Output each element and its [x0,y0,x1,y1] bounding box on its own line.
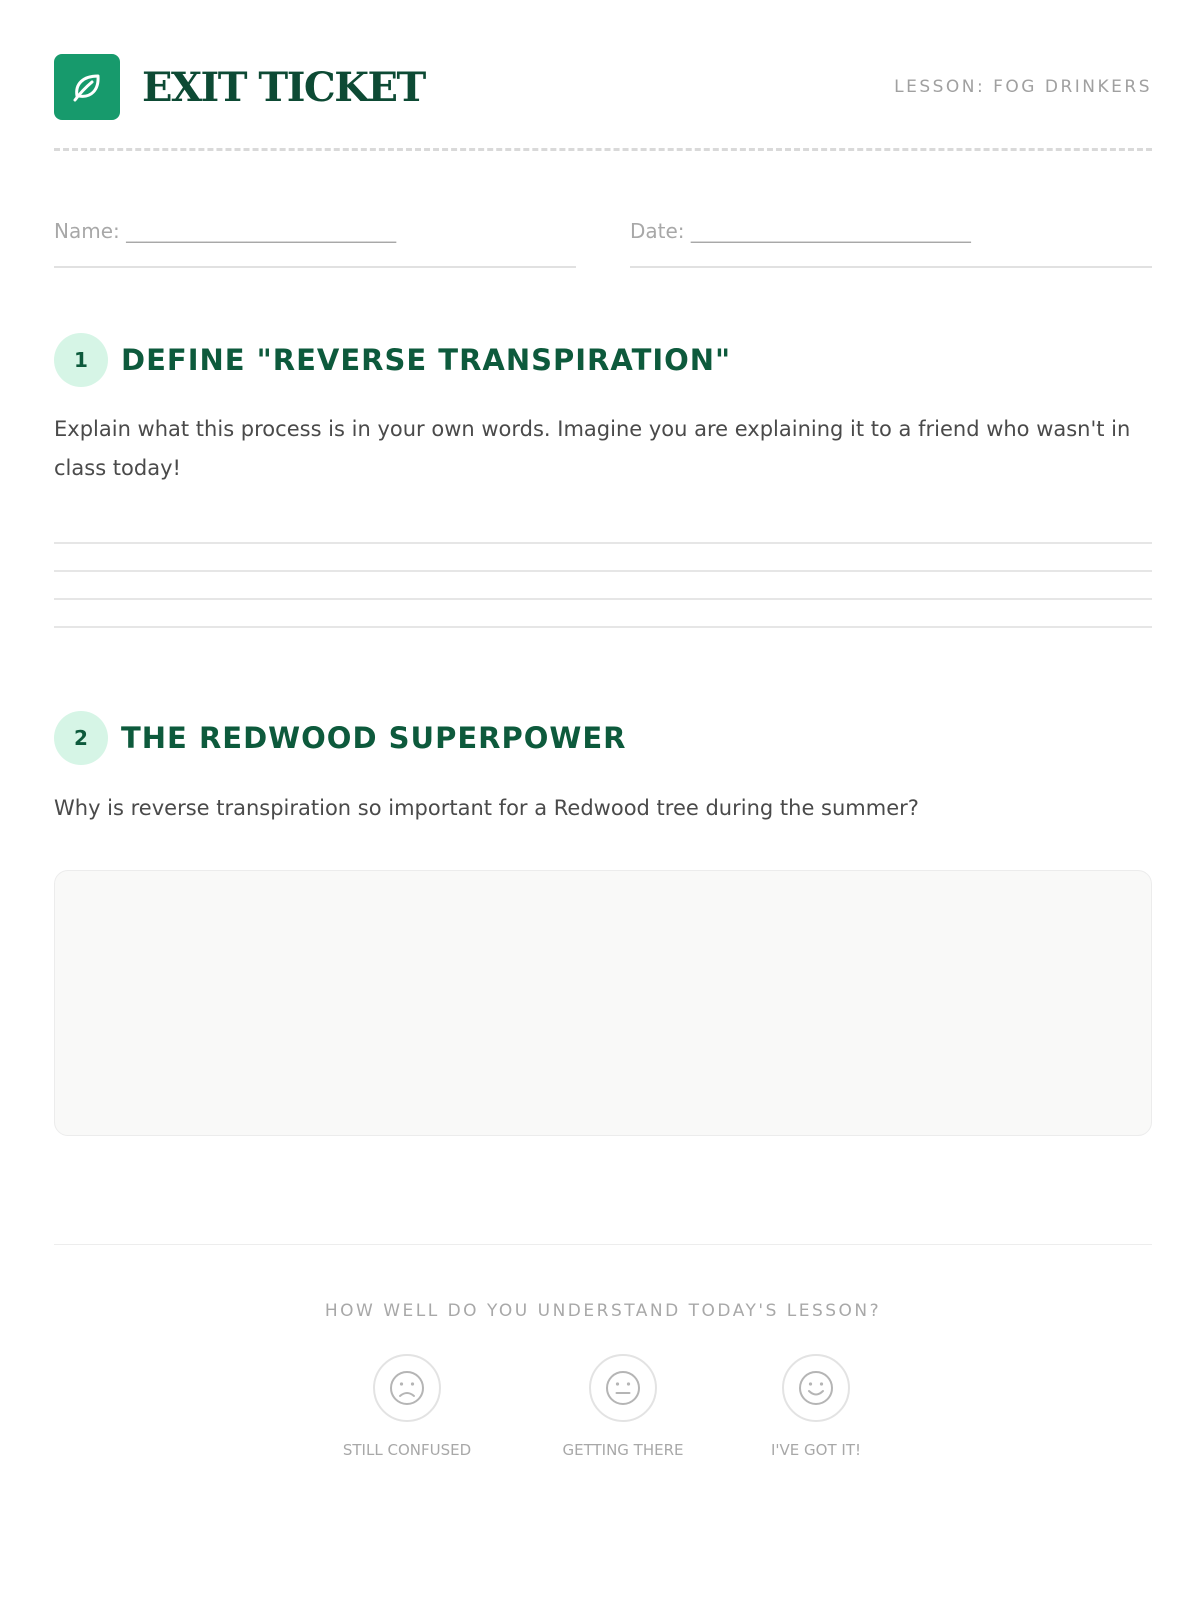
question-2-header [54,711,1152,765]
feedback-label: I'VE GOT IT! [770,1441,861,1459]
question-1-prompt: Explain what this process is in your own words. Imagine you are explaining it to a friend who wasn't in class today! [54,417,1131,480]
header-divider [54,148,1152,151]
question-1-title: DEFINE "REVERSE TRANSPIRATION" [121,343,732,377]
feedback-question: HOW WELL DO YOU UNDERSTAND TODAY'S LESSON? [324,1301,882,1321]
feedback-option-confused[interactable] [317,1354,497,1460]
question-1-header [54,333,1152,387]
date-field[interactable] [630,216,1152,268]
answer-line[interactable] [54,542,1152,544]
feedback-option-got-it[interactable] [726,1354,906,1460]
footer-divider [54,1244,1152,1245]
question-number-badge: 1 [54,333,108,387]
header [54,54,1152,120]
date-label: Date: ____________________________ [630,219,971,243]
feedback-option-getting-there[interactable] [533,1354,713,1460]
neutral-face-icon[interactable] [589,1354,657,1422]
sad-face-icon[interactable] [373,1354,441,1422]
exit-ticket-page [54,0,1152,1600]
question-2-title: THE REDWOOD SUPERPOWER [121,721,627,755]
answer-line[interactable] [54,626,1152,628]
happy-face-icon[interactable] [782,1354,850,1422]
answer-box[interactable] [54,870,1152,1136]
question-number-badge: 2 [54,711,108,765]
lesson-label: LESSON: FOG DRINKERS [894,77,1152,97]
name-field[interactable] [54,216,576,268]
question-2-prompt: Why is reverse transpiration so important for a Redwood tree during the summer? [54,796,919,820]
page-title: EXIT TICKET [142,64,425,111]
answer-line[interactable] [54,570,1152,572]
name-label: Name: ___________________________ [54,219,397,243]
feedback-label: GETTING THERE [562,1441,684,1459]
leaf-icon [54,54,120,120]
answer-line[interactable] [54,598,1152,600]
feedback-label: STILL CONFUSED [342,1441,472,1459]
